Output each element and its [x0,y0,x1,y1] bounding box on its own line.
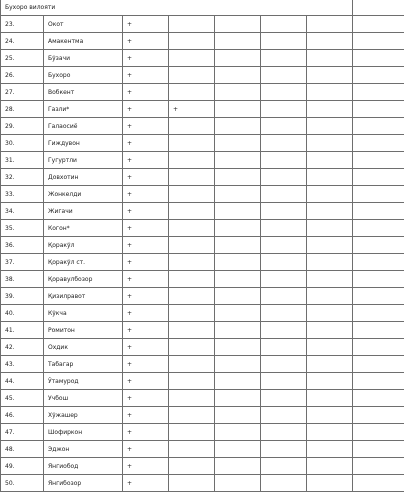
mark-cell: + [123,305,169,322]
mark-cell [215,203,261,220]
row-number: 32. [1,169,44,186]
mark-cell [261,16,307,33]
mark-cell: + [123,254,169,271]
settlement-name: Ўтамурод [44,373,123,390]
row-number: 34. [1,203,44,220]
mark-cell [215,373,261,390]
settlement-name: Амакентма [44,33,123,50]
mark-cell [215,101,261,118]
settlement-name: Қизилравот [44,288,123,305]
mark-cell: + [123,220,169,237]
mark-cell: + [123,50,169,67]
table-row [1,339,404,356]
mark-cell [307,152,353,169]
mark-cell: + [123,339,169,356]
mark-cell [169,118,215,135]
settlement-name: Довхотин [44,169,123,186]
row-number: 30. [1,135,44,152]
mark-cell: + [123,458,169,475]
table-row [1,407,404,424]
mark-cell [169,220,215,237]
mark-cell [215,118,261,135]
mark-cell: + [123,475,169,492]
mark-cell [307,322,353,339]
mark-cell [215,424,261,441]
mark-cell [215,441,261,458]
mark-cell [215,458,261,475]
row-number: 44. [1,373,44,390]
row-number: 47. [1,424,44,441]
mark-cell [307,424,353,441]
settlement-name: Гиждувон [44,135,123,152]
mark-cell [353,169,404,186]
mark-cell [307,169,353,186]
settlement-name: Охдик [44,339,123,356]
mark-cell [215,33,261,50]
mark-cell [261,475,307,492]
table-row [1,356,404,373]
mark-cell [261,186,307,203]
row-number: 36. [1,237,44,254]
settlement-name: Янгибозор [44,475,123,492]
row-number: 23. [1,16,44,33]
table-row [1,322,404,339]
mark-cell [261,169,307,186]
settlement-name: Жонкелди [44,186,123,203]
mark-cell [353,33,404,50]
mark-cell [169,33,215,50]
mark-cell [307,390,353,407]
settlement-name: Бухоро [44,67,123,84]
settlement-name: Эджон [44,441,123,458]
table-row [1,169,404,186]
mark-cell: + [123,424,169,441]
table-row [1,84,404,101]
mark-cell: + [123,288,169,305]
mark-cell [261,339,307,356]
mark-cell [353,118,404,135]
settlement-name: Қоравулбозор [44,271,123,288]
mark-cell [307,475,353,492]
mark-cell [353,441,404,458]
row-number: 39. [1,288,44,305]
table-row [1,67,404,84]
mark-cell: + [123,118,169,135]
mark-cell [307,441,353,458]
mark-cell: + [123,186,169,203]
mark-cell [215,356,261,373]
mark-cell [307,33,353,50]
mark-cell [169,203,215,220]
mark-cell [215,322,261,339]
mark-cell [261,67,307,84]
mark-cell [169,424,215,441]
mark-cell [261,390,307,407]
mark-cell [353,203,404,220]
mark-cell [215,152,261,169]
mark-cell [353,322,404,339]
row-number: 48. [1,441,44,458]
mark-cell [261,33,307,50]
mark-cell [261,118,307,135]
mark-cell [215,186,261,203]
mark-cell [307,203,353,220]
mark-cell [261,305,307,322]
mark-cell [215,271,261,288]
mark-cell [353,305,404,322]
table-row [1,118,404,135]
mark-cell [353,458,404,475]
mark-cell [169,322,215,339]
mark-cell [169,84,215,101]
settlement-name: Жигачи [44,203,123,220]
mark-cell [169,441,215,458]
mark-cell: + [123,271,169,288]
mark-cell: + [123,169,169,186]
mark-cell [169,390,215,407]
table-row [1,254,404,271]
row-number: 31. [1,152,44,169]
settlement-name: Вобкент [44,84,123,101]
mark-cell [261,373,307,390]
table-row [1,458,404,475]
mark-cell [307,407,353,424]
mark-cell: + [123,152,169,169]
row-number: 25. [1,50,44,67]
mark-cell [169,373,215,390]
mark-cell [353,407,404,424]
settlement-name: Учбош [44,390,123,407]
mark-cell [261,407,307,424]
mark-cell [353,390,404,407]
table-row [1,237,404,254]
mark-cell [353,475,404,492]
mark-cell [307,118,353,135]
mark-cell [169,356,215,373]
mark-cell: + [123,84,169,101]
mark-cell [169,475,215,492]
table-row [1,271,404,288]
mark-cell [169,305,215,322]
table-row [1,186,404,203]
mark-cell [215,16,261,33]
mark-cell [307,288,353,305]
table-row [1,305,404,322]
mark-cell [261,458,307,475]
settlement-name: Хўжашер [44,407,123,424]
row-number: 24. [1,33,44,50]
mark-cell [307,186,353,203]
mark-cell [261,203,307,220]
mark-cell [261,152,307,169]
mark-cell [169,16,215,33]
mark-cell [353,373,404,390]
mark-cell [307,101,353,118]
mark-cell [307,356,353,373]
row-number: 43. [1,356,44,373]
mark-cell: + [123,135,169,152]
mark-cell [307,67,353,84]
mark-cell [215,220,261,237]
mark-cell [307,237,353,254]
row-number: 50. [1,475,44,492]
mark-cell [353,254,404,271]
mark-cell: + [123,33,169,50]
table-row [1,16,404,33]
settlement-name: Янгиобод [44,458,123,475]
row-number: 49. [1,458,44,475]
mark-cell [261,254,307,271]
row-number: 41. [1,322,44,339]
mark-cell [353,220,404,237]
mark-cell [215,254,261,271]
mark-cell [215,67,261,84]
table-row [1,50,404,67]
mark-cell [215,288,261,305]
mark-cell [261,322,307,339]
mark-cell: + [123,101,169,118]
table-row [1,475,404,492]
row-number: 38. [1,271,44,288]
mark-cell [261,220,307,237]
mark-cell [261,356,307,373]
mark-cell [215,407,261,424]
row-number: 28. [1,101,44,118]
mark-cell [261,424,307,441]
mark-cell [169,152,215,169]
table-row [1,390,404,407]
mark-cell [215,475,261,492]
settlement-name: Кўкча [44,305,123,322]
mark-cell [169,407,215,424]
row-number: 27. [1,84,44,101]
mark-cell [353,50,404,67]
section-header-row [1,0,404,16]
row-number: 42. [1,339,44,356]
mark-cell [307,84,353,101]
table-row [1,33,404,50]
mark-cell: + [123,373,169,390]
mark-cell [169,288,215,305]
mark-cell: + [123,322,169,339]
mark-cell [353,67,404,84]
mark-cell [261,50,307,67]
mark-cell: + [169,101,215,118]
settlement-name: Газли* [44,101,123,118]
settlement-name: Ромитон [44,322,123,339]
mark-cell: + [123,203,169,220]
mark-cell [353,356,404,373]
row-number: 33. [1,186,44,203]
section-title: Бухоро вилояти [1,0,353,16]
table-row [1,288,404,305]
mark-cell [353,271,404,288]
mark-cell [261,288,307,305]
table-row [1,135,404,152]
mark-cell [261,237,307,254]
mark-cell [353,16,404,33]
mark-cell [261,135,307,152]
mark-cell [353,135,404,152]
mark-cell [307,135,353,152]
row-number: 40. [1,305,44,322]
settlement-name: Қоракўл [44,237,123,254]
section-extra-cell [353,0,404,16]
settlement-name: Бўзачи [44,50,123,67]
mark-cell [169,237,215,254]
mark-cell [215,237,261,254]
mark-cell [215,390,261,407]
mark-cell [261,271,307,288]
mark-cell: + [123,407,169,424]
table-row [1,101,404,118]
mark-cell [353,339,404,356]
mark-cell [169,458,215,475]
mark-cell [169,50,215,67]
mark-cell [353,84,404,101]
mark-cell [169,339,215,356]
mark-cell [353,152,404,169]
mark-cell: + [123,237,169,254]
mark-cell [215,305,261,322]
row-number: 26. [1,67,44,84]
mark-cell [169,186,215,203]
row-number: 29. [1,118,44,135]
settlement-name: Галаосиё [44,118,123,135]
mark-cell [215,50,261,67]
mark-cell [169,67,215,84]
table-row [1,220,404,237]
mark-cell [215,84,261,101]
table-row [1,152,404,169]
mark-cell [307,16,353,33]
mark-cell: + [123,67,169,84]
table-row [1,203,404,220]
mark-cell [169,135,215,152]
row-number: 46. [1,407,44,424]
mark-cell [215,339,261,356]
mark-cell [307,220,353,237]
mark-cell [353,101,404,118]
mark-cell [353,424,404,441]
mark-cell [307,50,353,67]
settlement-name: Гугуртли [44,152,123,169]
table-row [1,373,404,390]
table-row [1,424,404,441]
mark-cell [215,135,261,152]
mark-cell [169,254,215,271]
mark-cell [261,84,307,101]
settlement-name: Окот [44,16,123,33]
mark-cell: + [123,390,169,407]
table-row [1,441,404,458]
settlement-name: Қоракўл ст. [44,254,123,271]
mark-cell [307,271,353,288]
mark-cell [169,271,215,288]
mark-cell [307,254,353,271]
mark-cell: + [123,356,169,373]
row-number: 45. [1,390,44,407]
settlement-name: Шофиркон [44,424,123,441]
mark-cell [215,169,261,186]
mark-cell [353,288,404,305]
settlement-name: Табагар [44,356,123,373]
mark-cell [307,305,353,322]
mark-cell [261,101,307,118]
mark-cell [307,373,353,390]
mark-cell: + [123,441,169,458]
mark-cell [307,458,353,475]
row-number: 35. [1,220,44,237]
row-number: 37. [1,254,44,271]
mark-cell: + [123,16,169,33]
mark-cell [353,237,404,254]
mark-cell [353,186,404,203]
mark-cell [307,339,353,356]
mark-cell [169,169,215,186]
settlement-name: Когон* [44,220,123,237]
mark-cell [261,441,307,458]
